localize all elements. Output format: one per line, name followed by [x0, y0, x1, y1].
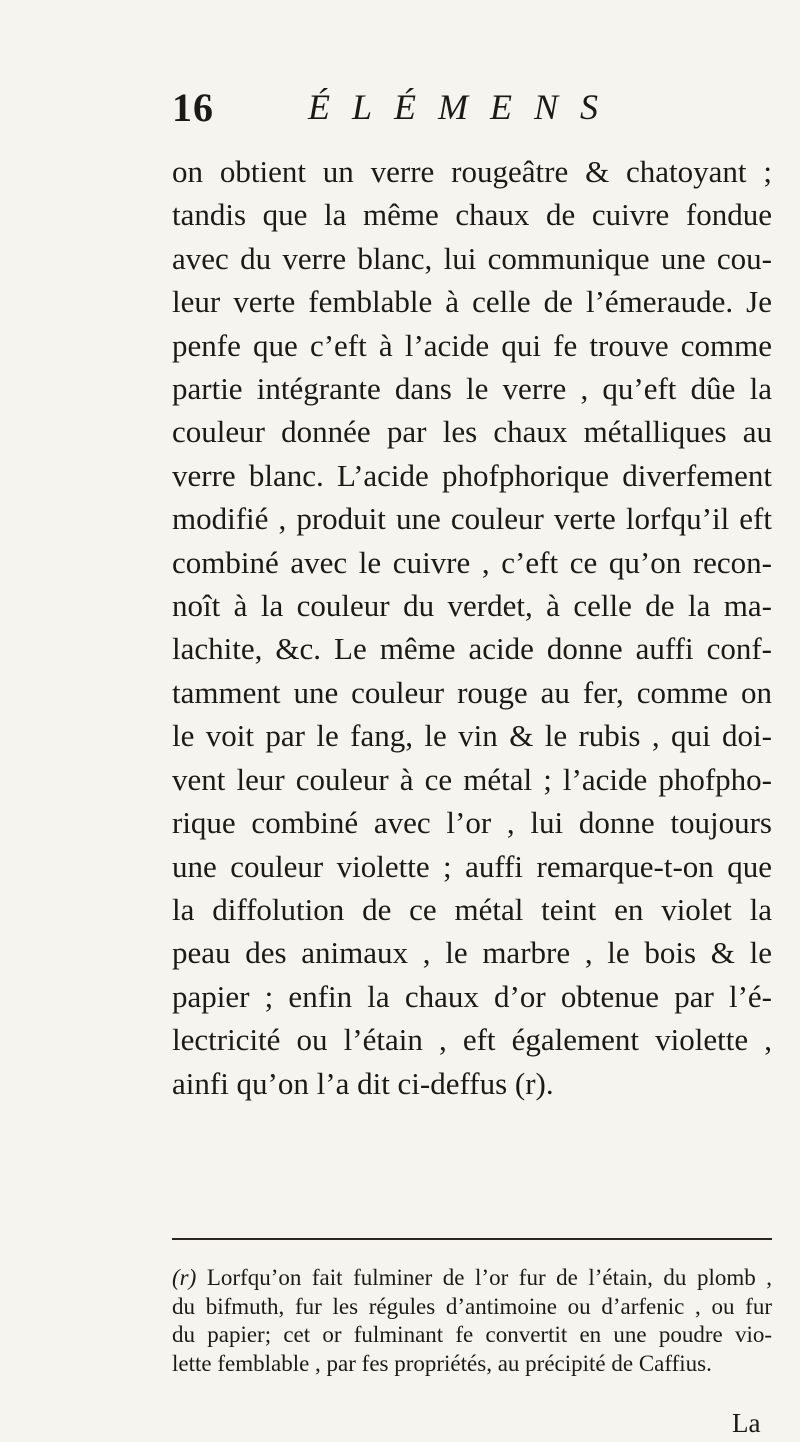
text-line: couleur donnée par les chaux métalliques au [172, 414, 772, 450]
footnote-line [172, 1264, 772, 1293]
text-line: lectricité ou l’étain , eft également violette , [172, 1022, 772, 1058]
text-line: une couleur violette ; auffi remarque-t-on que [172, 848, 772, 884]
text-line: partie intégrante dans le verre , qu’eft dûe la [172, 371, 772, 407]
running-head [172, 84, 772, 134]
text-line: le voit par le fang, le vin & le rubis , qui doi- [172, 718, 772, 754]
catchword: La [732, 1408, 761, 1438]
text-line: tandis que la même chaux de cuivre fondue [172, 197, 772, 233]
text-line: verre blanc. L’acide phofphorique diverfement [172, 457, 772, 493]
text-line: ainfi qu’on l’a dit ci-deffus (r). [172, 1065, 554, 1101]
text-line: rique combiné avec l’or , lui donne toujours [172, 805, 772, 841]
text-line: modifié , produit une couleur verte lorfqu’il eft [172, 501, 772, 537]
text-line: on obtient un verre rougeâtre & chatoyant ; [172, 154, 772, 189]
text-line: combiné avec le cuivre , c’eft ce qu’on recon- [172, 544, 772, 580]
text-line: papier ; enfin la chaux d’or obtenue par l’é- [172, 978, 772, 1014]
footnote-marker: (r) [172, 1265, 197, 1290]
footnote-line: lette femblable , par fes propriétés, au précipité de Caffius. [172, 1350, 712, 1376]
text-line: penfe que c’eft à l’acide qui fe trouve comme [172, 327, 772, 363]
text-line: noît à la couleur du verdet, à celle de la ma- [172, 588, 772, 624]
page-number: 16 [172, 85, 214, 130]
running-title: ÉLÉMENS [308, 87, 620, 127]
footnote [172, 1264, 772, 1378]
text-line: leur verte femblable à celle de l’émeraude. Je [172, 284, 772, 320]
text-line: vent leur couleur à ce métal ; l’acide phofpho- [172, 761, 772, 797]
text-line: avec du verre blanc, lui communique une cou- [172, 240, 772, 276]
body-text [172, 150, 772, 1105]
text-line: la diffolution de ce métal teint en violet la [172, 891, 772, 927]
text-line: tamment une couleur rouge au fer, comme on [172, 674, 772, 710]
footnote-line-text: Lorfqu’on fait fulminer de l’or fur de l’étain, du plomb , [206, 1265, 772, 1290]
text-line: lachite, &c. Le même acide donne auffi conf- [172, 631, 772, 667]
text-line: peau des animaux , le marbre , le bois & le [172, 935, 772, 971]
footnote-line: du bifmuth, fur les régules d’antimoine ou d’arfenic , ou fur [172, 1293, 772, 1319]
footnote-line: du papier; cet or fulminant fe convertit en une poudre vio- [172, 1322, 772, 1347]
footnote-rule [172, 1238, 772, 1240]
